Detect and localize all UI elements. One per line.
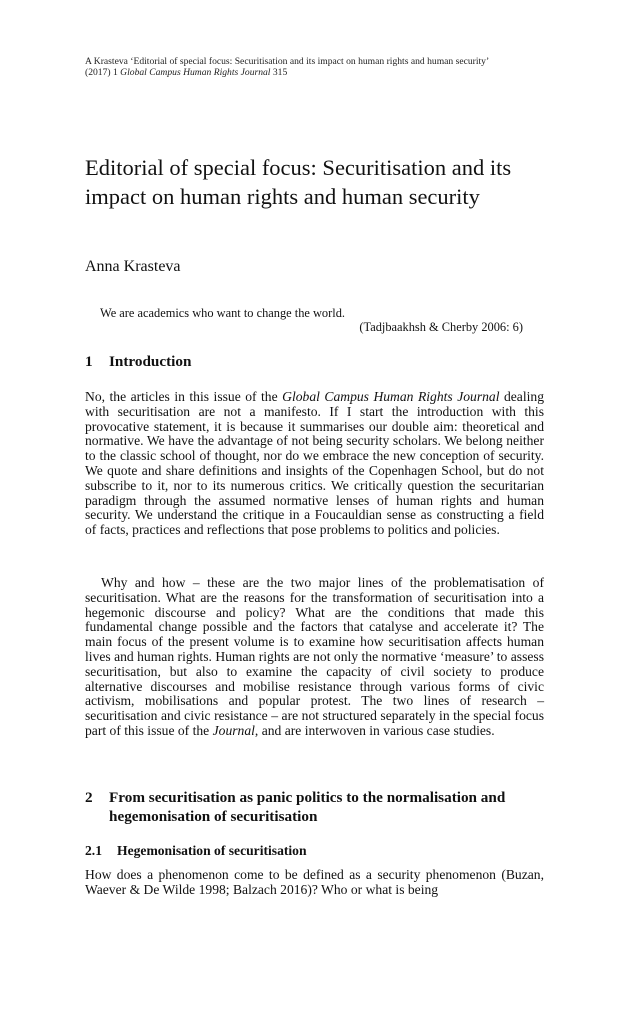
paragraph-text: No, the articles in this issue of the	[85, 389, 283, 404]
section-2-number: 2	[85, 789, 93, 806]
paragraph-text: Why and how – these are the two major lines of the problematisation of securitisation. What are the reasons for the transformation of securitisation into a hegemonic discourse and policy? What are the conditions that made this fundamental change possible and the factors that catalyse and accelerate it? The main focus of the present volume is to examine how securitisation affects human lives and human rights. Human rights are not only the normative ‘measure’ to assess securitisation, but also to examine the capacity of civil society to produce alternative discourses and mobilise resistance through various forms of civic activism, mobilisations and popular protest. The two lines of research – securitisation and civic resistance – are not structured separately in the special focus part of this issue of the	[85, 575, 544, 738]
section-2-1-title: Hegemonisation of securitisation	[117, 843, 307, 858]
epigraph-quote: We are academics who want to change the world.	[100, 306, 345, 320]
section-2-heading	[85, 788, 539, 826]
journal-name: Journal	[212, 722, 255, 738]
journal-name: Global Campus Human Rights Journal	[282, 389, 500, 404]
section-2-title: From securitisation as panic politics to the normalisation and hegemonisation of securitisation	[109, 789, 506, 825]
section-2-1-paragraph-1: How does a phenomenon come to be defined as a security phenomenon (Buzan, Waever & De Wilde 1998; Balzach 2016)? Who or what is being	[85, 867, 544, 897]
section-1-heading	[85, 352, 191, 371]
section-1-paragraph-2	[85, 576, 544, 739]
running-head-line-2	[85, 67, 544, 78]
epigraph	[100, 306, 523, 334]
section-2-1-heading	[85, 842, 307, 859]
running-head-page: 315	[270, 67, 288, 78]
running-head	[85, 56, 544, 78]
running-head-line-1: A Krasteva ‘Editorial of special focus: Securitisation and its impact on human rights and human security’	[85, 56, 490, 67]
epigraph-source: (Tadjbaakhsh & Cherby 2006: 6)	[359, 320, 523, 334]
section-1-paragraph-1	[85, 390, 544, 538]
section-1-number: 1	[85, 353, 93, 370]
author-name: Anna Krasteva	[85, 258, 181, 275]
paragraph-text: dealing with securitisation are not a manifesto. If I start the introduction with this provocative statement, it is because it summarises our double aim: theoretical and normative. We have the advantage of not being security scholars. We belong neither to the classic school of thought, nor do we embrace the new conception of security. We quote and share definitions and insights of the Copenhagen School, but do not subscribe to it, nor to its numerous critics. We critically question the securitarian paradigm through the assumed normative lenses of human rights and human security. We understand the critique in a Foucauldian sense as constructing a field of facts, practices and reflections that pose problems to politics and policies.	[85, 389, 544, 538]
section-2-1-number: 2.1	[85, 843, 102, 858]
section-1-title: Introduction	[109, 353, 192, 370]
page	[85, 56, 544, 897]
paragraph-text: , and are interwoven in various case studies.	[254, 722, 495, 738]
running-head-volume: (2017) 1	[85, 67, 121, 78]
running-head-journal: Global Campus Human Rights Journal	[120, 67, 271, 78]
article-title: Editorial of special focus: Securitisation and its impact on human rights and human security	[85, 155, 512, 209]
